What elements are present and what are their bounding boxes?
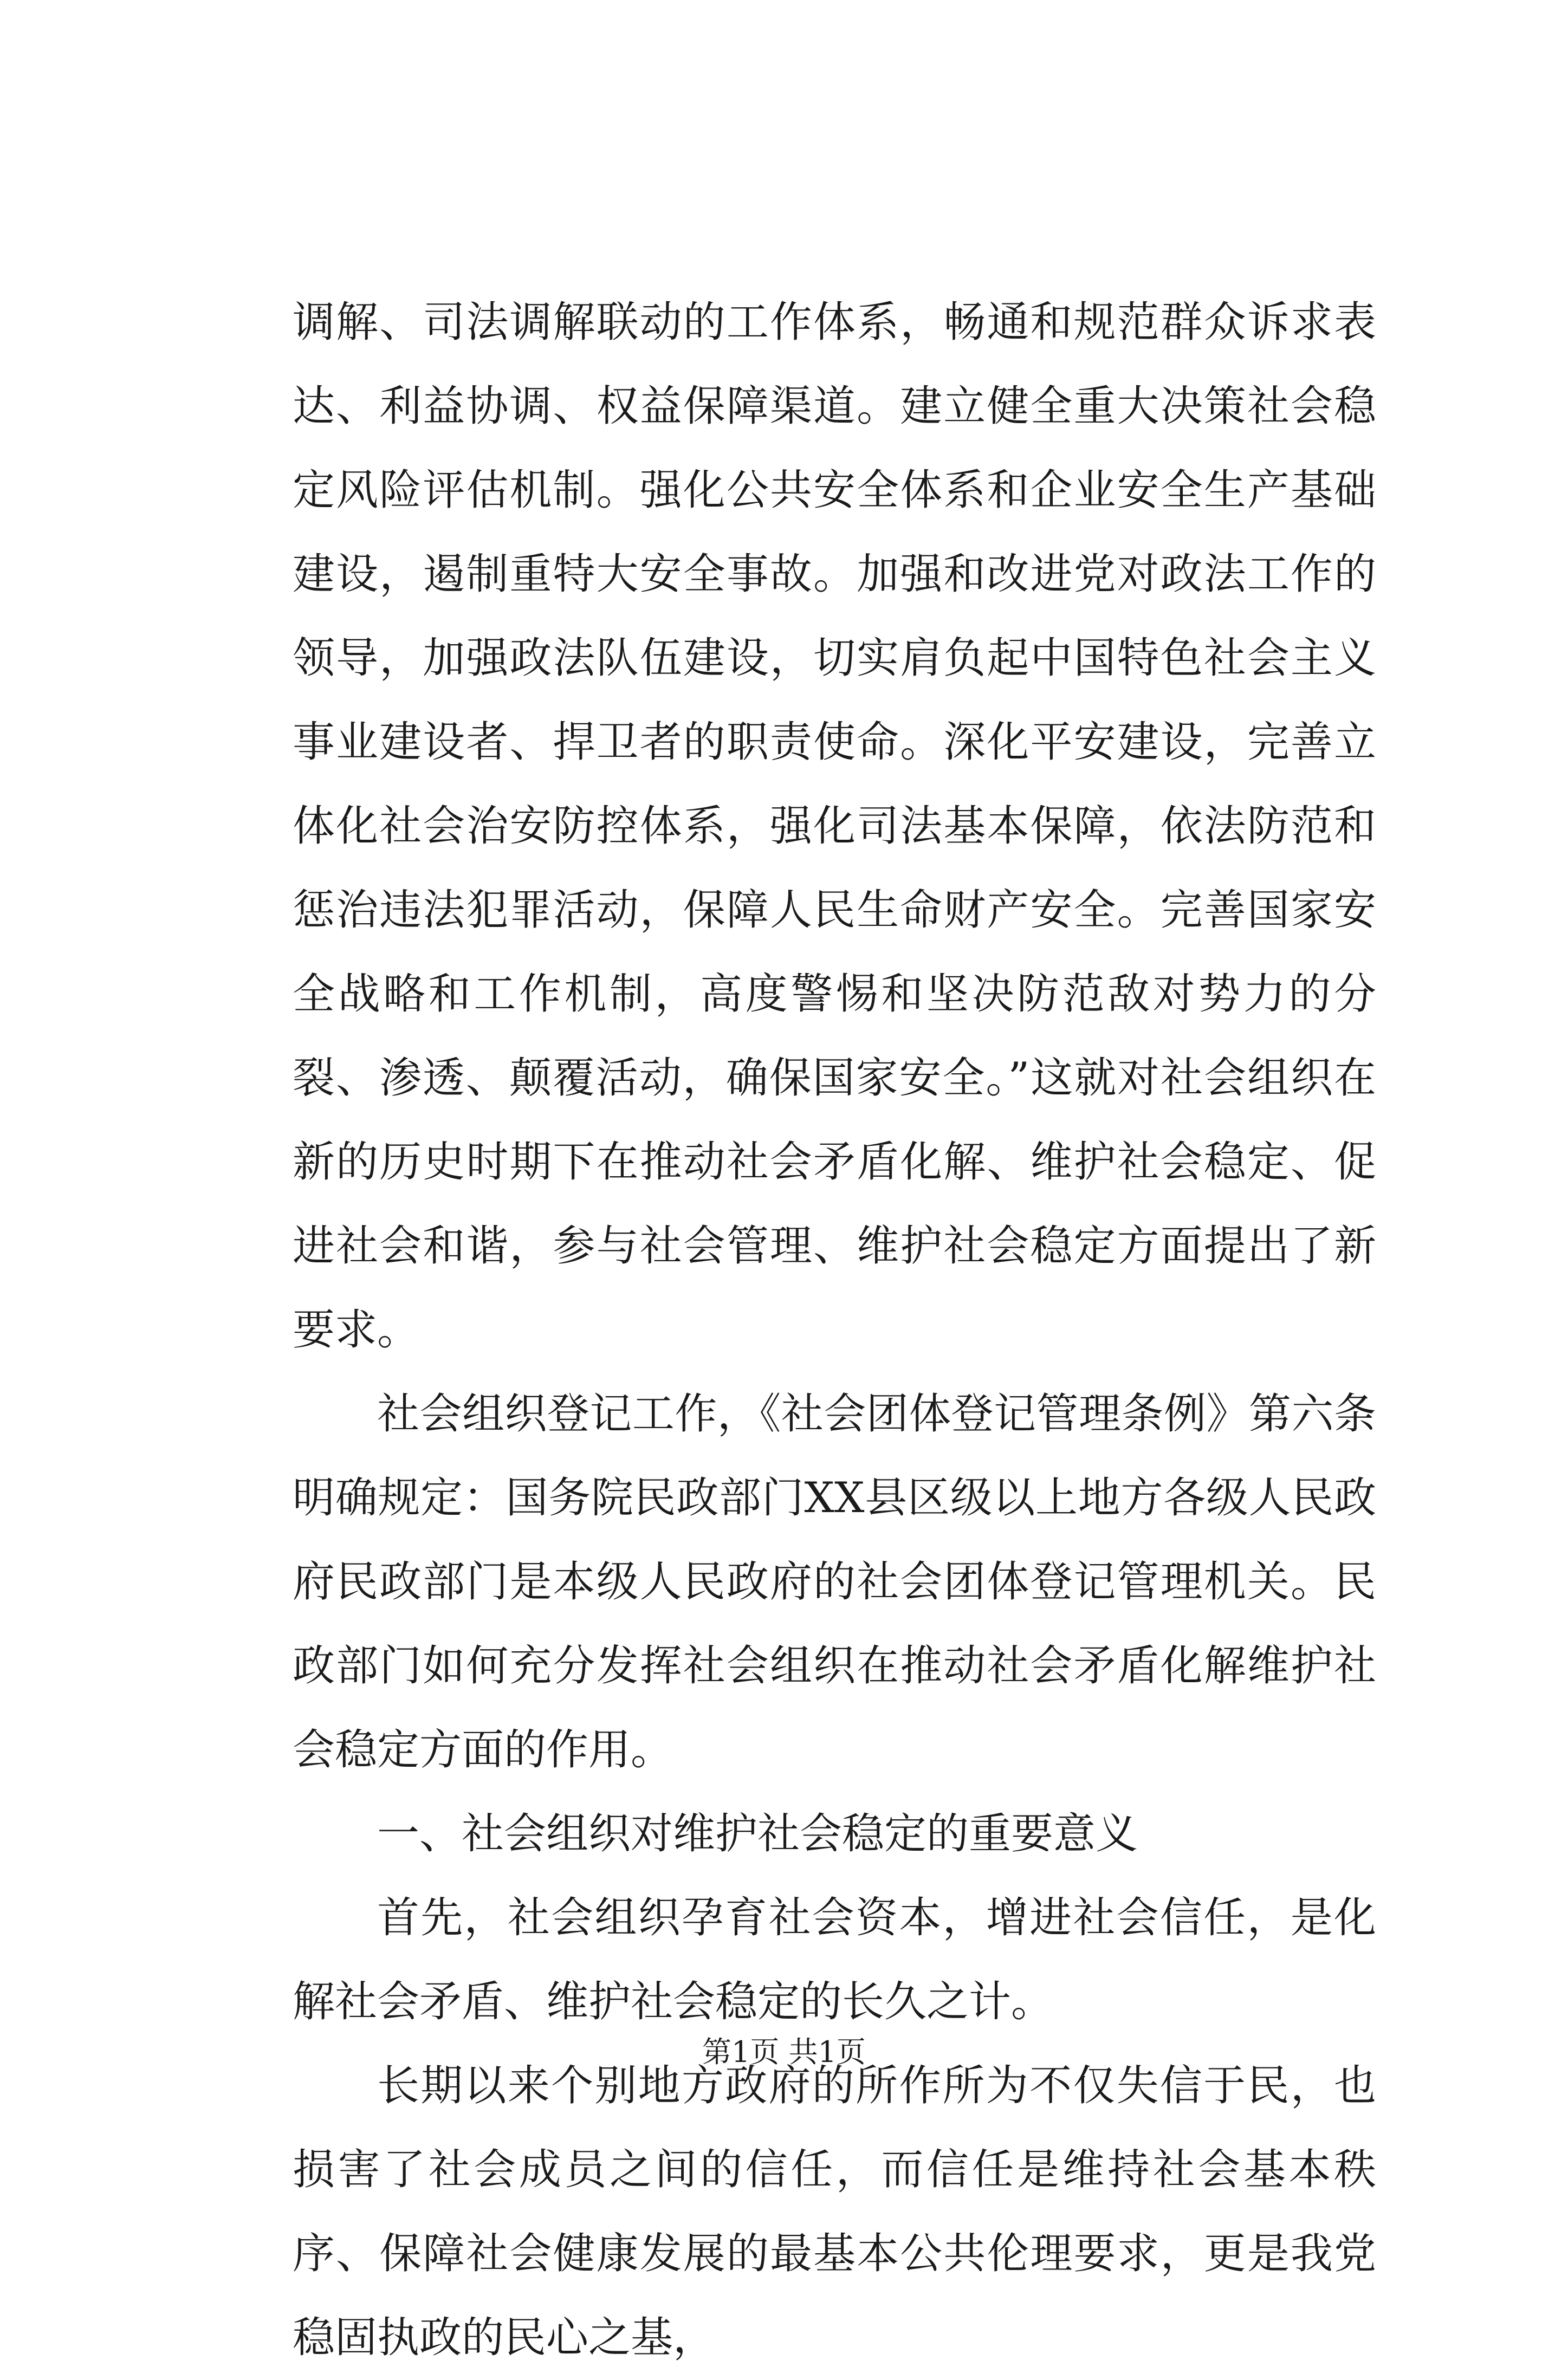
page-footer: 第1页 共1页 xyxy=(702,2035,866,2069)
paragraph-first-point: 首先，社会组织孕育社会资本，增进社会信任，是化解社会矛盾、维护社会稳定的长久之计。 xyxy=(293,1893,1376,2026)
paragraph-registration: 社会组织登记工作，《社会团体登记管理条例》第六条明确规定：国务院民政部门XX县区级以上地方各级人民政府民政部门是本级人民政府的社会团体登记管理机关。民政部门如何充分发挥社会组织在推动社会矛盾化解维护社会稳定方面的作用。 xyxy=(293,1390,1376,1774)
paragraph-continuation: 调解、司法调解联动的工作体系，畅通和规范群众诉求表达、利益协调、权益保障渠道。建立健全重大决策社会稳定风险评估机制。强化公共安全体系和企业安全生产基础建设，遏制重特大安全事故。加强和改进党对政法工作的领导，加强政法队伍建设，切实肩负起中国特色社会主义事业建设者、捍卫者的职责使命。深化平安建设，完善立体化社会治安防控体系，强化司法基本保障，依法防范和惩治违法犯罪活动，保障人民生命财产安全。完善国家安全战略和工作机制，高度警惕和坚决防范敌对势力的分裂、渗透、颠覆活动，确保国家安全。”这就对社会组织在新的历史时期下在推动社会矛盾化解、维护社会稳定、促进社会和谐，参与社会管理、维护社会稳定方面提出了新要求。 xyxy=(293,298,1376,1354)
paragraph-trust: 长期以来个别地方政府的所作所为不仅失信于民，也损害了社会成员之间的信任，而信任是维持社会基本秩序、保障社会健康发展的最基本公共伦理要求，更是我党稳固执政的民心之基， xyxy=(293,2061,1376,2362)
section-heading: 一、社会组织对维护社会稳定的重要意义 xyxy=(377,1810,1138,1858)
